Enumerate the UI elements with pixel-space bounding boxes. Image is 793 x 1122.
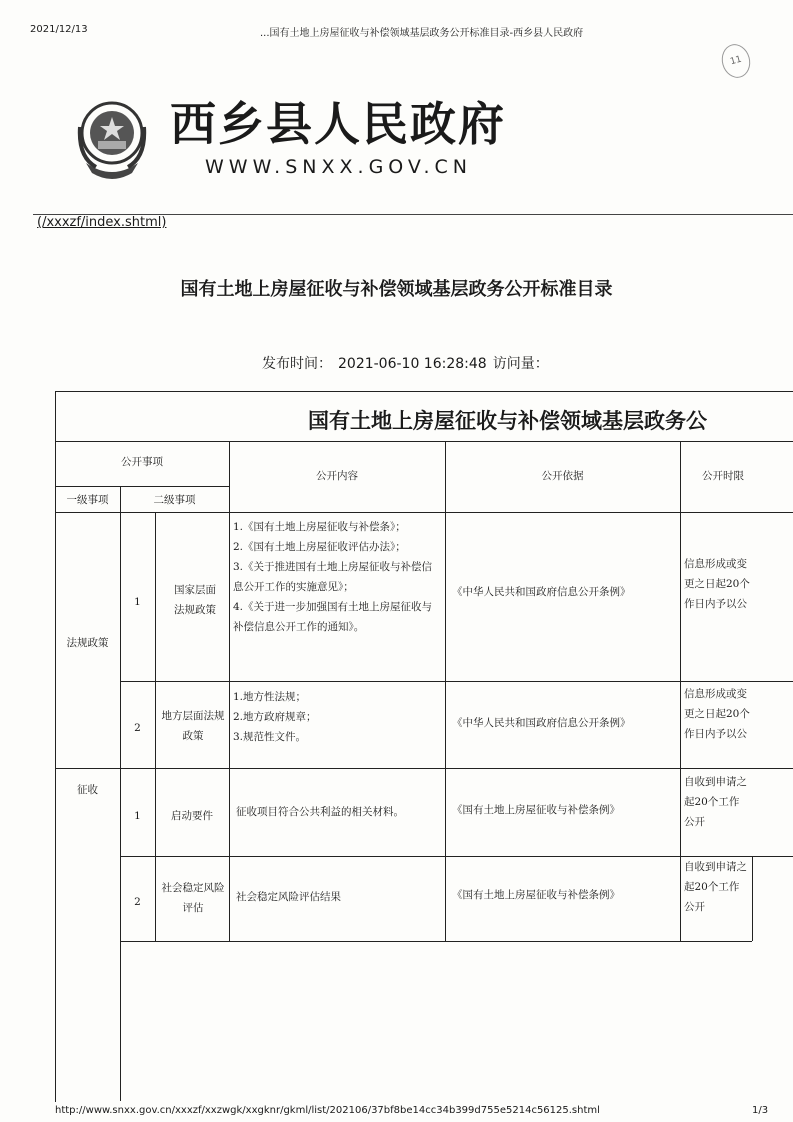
content-cell [233, 517, 441, 637]
time-cell: 自收到申请之 起20个工作 公开 [684, 861, 747, 913]
level1-cell: 法规政策 [66, 637, 109, 649]
content-line: 3.《关于推进国有土地上房屋征收与补偿信息公开工作的实施意见》； [233, 561, 433, 593]
content-cell [236, 887, 444, 907]
basis-cell: 《中华人民共和国政府信息公开条例》 [452, 586, 631, 598]
content-cell [236, 802, 444, 822]
level2-cell: 社会稳定风险评估 [161, 882, 225, 914]
header-level1: 一级事项 [66, 494, 109, 506]
time-cell: 信息形成或变 更之日起20个 作日内予以公 [684, 688, 750, 740]
content-line: 征收项目符合公共利益的相关材料。 [236, 806, 404, 818]
header-time: 公开时限 [702, 470, 744, 482]
national-emblem-icon [72, 97, 152, 183]
time-cell: 信息形成或变 更之日起20个 作日内予以公 [684, 558, 750, 610]
content-line: 3.规范性文件。 [233, 731, 307, 743]
article-title: 国有土地上房屋征收与补偿领域基层政务公开标准目录 [180, 279, 613, 300]
print-page-number: 1/3 [752, 1105, 769, 1116]
basis-cell: 《国有土地上房屋征收与补偿条例》 [452, 889, 620, 901]
publish-time: 2021-06-10 16:28:48 [338, 356, 487, 372]
content-line: 1.地方性法规； [233, 691, 307, 703]
header-basis: 公开依据 [541, 470, 584, 482]
site-url[interactable]: WWW.SNXX.GOV.CN [205, 156, 472, 178]
header-level2: 二级事项 [153, 494, 196, 506]
publish-info [262, 353, 555, 373]
content-cell [233, 687, 441, 747]
header-items: 公开事项 [121, 456, 163, 468]
handwritten-page-mark: 11 [718, 41, 754, 81]
level1-cell: 征收 [77, 784, 98, 796]
table-caption: 国有土地上房屋征收与补偿领域基层政务公 [308, 408, 707, 433]
content-line: 4.《关于进一步加强国有土地上房屋征收与补偿信息公开工作的通知》。 [233, 601, 433, 633]
header-content: 公开内容 [316, 470, 358, 482]
time-cell: 自收到申请之 起20个工作 公开 [684, 776, 747, 828]
site-name: 西乡县人民政府 [170, 97, 506, 151]
content-line: 2.《国有土地上房屋征收评估办法》； [233, 541, 406, 553]
level2-cell: 启动要件 [171, 810, 213, 822]
print-page-title: ...国有土地上房屋征收与补偿领域基层政务公开标准目录-西乡县人民政府 [260, 28, 584, 39]
num-cell: 2 [134, 722, 141, 734]
num-cell: 1 [134, 596, 141, 608]
print-date: 2021/12/13 [30, 24, 88, 35]
publish-label: 发布时间： [262, 356, 332, 372]
content-line: 1.《国有土地上房屋征收与补偿条》； [233, 521, 406, 533]
num-cell: 2 [134, 896, 141, 908]
content-line: 2.地方政府规章； [233, 711, 317, 723]
visits-label: 访问量： [492, 356, 549, 372]
level2-cell: 地方层面法规政策 [161, 710, 225, 742]
num-cell: 1 [134, 810, 141, 822]
basis-cell: 《国有土地上房屋征收与补偿条例》 [452, 804, 620, 816]
print-footer-url: http://www.snxx.gov.cn/xxxzf/xxzwgk/xxgknr/gkml/list/202106/37bf8be14cc34b399d755e5214c56125.shtml [55, 1105, 600, 1116]
home-link[interactable]: (/xxxzf/index.shtml) [37, 215, 167, 230]
basis-cell: 《中华人民共和国政府信息公开条例》 [452, 717, 631, 729]
level2-cell: 国家层面法规政策 [174, 584, 216, 616]
content-line: 社会稳定风险评估结果 [236, 891, 341, 903]
